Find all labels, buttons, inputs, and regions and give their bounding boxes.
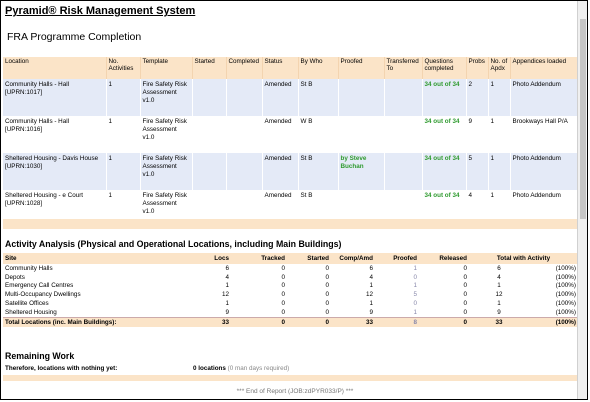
pct-cell: (100%)	[555, 308, 576, 316]
completed-cell	[226, 116, 262, 153]
site-cell: Multi-Occupancy Dwellings	[5, 291, 81, 299]
location-cell[interactable]: Sheltered Housing - e Court [UPRN:1028]	[3, 190, 106, 227]
locs-cell: 1	[225, 282, 229, 290]
total-cell: 4	[497, 273, 501, 281]
total-cell: 9	[497, 308, 501, 316]
released-cell: 0	[463, 282, 467, 290]
proofed-cell: 1	[413, 282, 417, 290]
status-cell: Amended	[262, 153, 298, 190]
status-cell: Amended	[262, 190, 298, 227]
remaining-work-value: 0 locations	[193, 365, 226, 372]
tracked-cell: 0	[281, 264, 285, 272]
by-who-cell: W B	[298, 116, 338, 153]
column-header: No. of Apdx	[488, 57, 510, 79]
template-cell: Fire Safety Risk Assessment v1.0	[140, 116, 192, 153]
proofed-cell: 0	[413, 300, 417, 308]
tracked-cell: 0	[281, 300, 285, 308]
tracked-cell: 0	[281, 273, 285, 281]
apdx-cell: 1	[488, 116, 510, 153]
page-title: FRA Programme Completion	[7, 31, 142, 43]
released-cell: 0	[463, 273, 467, 281]
probs-cell: 9	[466, 116, 488, 153]
locs-cell: 4	[225, 273, 229, 281]
template-cell: Fire Safety Risk Assessment v1.0	[140, 153, 192, 190]
total-cell: 12	[495, 291, 503, 299]
site-cell: Emergency Call Centres	[5, 282, 74, 290]
proofed-cell: by Steve Buchan	[338, 153, 384, 190]
programme-table	[3, 57, 579, 227]
proofed-cell: 1	[413, 308, 417, 316]
column-header: Proofed	[338, 57, 384, 79]
column-header: Location	[3, 57, 106, 79]
activities-cell: 1	[106, 79, 140, 116]
remaining-work-band	[3, 375, 578, 381]
appendices-cell[interactable]: Brookways Hall P/A	[510, 116, 578, 153]
column-header: Questions completed	[422, 57, 466, 79]
comp-cell: 33	[331, 317, 375, 327]
started-cell: 0	[325, 273, 329, 281]
questions-cell: 34 out of 34	[422, 190, 466, 227]
location-cell[interactable]: Community Halls - Hall [UPRN:1017]	[3, 79, 106, 116]
released-cell: 0	[419, 317, 469, 327]
probs-cell: 4	[466, 190, 488, 227]
pct-cell: (100%)	[555, 291, 576, 299]
site-cell: Satellite Offices	[5, 300, 49, 308]
started-cell	[192, 116, 226, 153]
apdx-cell: 1	[488, 190, 510, 227]
vertical-scrollbar[interactable]	[577, 1, 587, 400]
started-cell: 0	[325, 264, 329, 272]
locs-cell: 1	[225, 300, 229, 308]
report-footer: *** End of Report (JOB:zdPYR033/P) ***	[236, 388, 354, 395]
by-who-cell: St B	[298, 79, 338, 116]
site-cell: Sheltered Housing	[5, 308, 57, 316]
activity-header-row	[3, 253, 578, 264]
locs-cell: 33	[153, 317, 231, 327]
activities-cell: 1	[106, 153, 140, 190]
table-row[interactable]	[3, 116, 578, 153]
column-header: Transferred To	[384, 57, 422, 79]
column-header: Tracked	[231, 253, 287, 264]
tracked-cell: 0	[281, 308, 285, 316]
remaining-work-value-group	[193, 365, 289, 372]
column-header: No. Activities	[106, 57, 140, 79]
by-who-cell: St B	[298, 153, 338, 190]
scrollbar-thumb[interactable]	[580, 19, 586, 219]
comp-cell: 4	[369, 273, 373, 281]
app-title: Pyramid® Risk Management System	[5, 5, 196, 17]
proofed-cell	[338, 116, 384, 153]
pct-cell: (100%)	[555, 264, 576, 272]
column-header: Started	[192, 57, 226, 79]
activities-cell: 1	[106, 190, 140, 227]
column-header: Status	[262, 57, 298, 79]
remaining-work-title: Remaining Work	[5, 351, 75, 361]
released-cell: 0	[463, 300, 467, 308]
location-cell[interactable]: Community Halls - Hall [UPRN:1016]	[3, 116, 106, 153]
total-cell: 33	[469, 317, 529, 327]
proofed-cell: 8	[375, 317, 419, 327]
probs-cell: 5	[466, 153, 488, 190]
questions-cell: 34 out of 34	[422, 79, 466, 116]
tracked-cell: 0	[281, 282, 285, 290]
comp-cell: 1	[369, 300, 373, 308]
comp-cell: 9	[369, 308, 373, 316]
comp-cell: 1	[369, 282, 373, 290]
released-cell: 0	[463, 291, 467, 299]
total-cell: 1	[497, 300, 501, 308]
transferred-cell	[384, 79, 422, 116]
activities-cell: 1	[106, 116, 140, 153]
remaining-work-label: Therefore, locations with nothing yet:	[5, 365, 118, 372]
table-row[interactable]	[3, 153, 578, 190]
activity-row	[3, 290, 578, 299]
activity-row	[3, 308, 578, 317]
locs-cell: 6	[225, 264, 229, 272]
started-cell: 0	[325, 291, 329, 299]
completed-cell	[226, 153, 262, 190]
table-header-row	[3, 57, 578, 79]
appendices-cell[interactable]: Photo Addendum	[510, 79, 578, 116]
site-cell: Depots	[5, 273, 25, 281]
released-cell: 0	[463, 308, 467, 316]
transferred-cell	[384, 153, 422, 190]
column-header: Probs	[466, 57, 488, 79]
activity-row	[3, 282, 578, 291]
questions-cell: 34 out of 34	[422, 116, 466, 153]
total-label-cell: Total Locations (inc. Main Buildings):	[3, 317, 153, 327]
column-header: Template	[140, 57, 192, 79]
column-header: Total with Activity	[469, 253, 578, 264]
apdx-cell: 1	[488, 153, 510, 190]
tracked-cell: 0	[231, 317, 287, 327]
template-cell: Fire Safety Risk Assessment v1.0	[140, 190, 192, 227]
column-header: Started	[287, 253, 331, 264]
released-cell: 0	[463, 264, 467, 272]
column-header: Proofed	[375, 253, 419, 264]
activity-analysis-table	[3, 253, 578, 327]
status-cell: Amended	[262, 79, 298, 116]
started-cell: 0	[325, 308, 329, 316]
appendices-cell[interactable]: Photo Addendum	[510, 153, 578, 190]
column-header: Released	[419, 253, 469, 264]
proofed-cell: 0	[413, 273, 417, 281]
location-cell[interactable]: Sheltered Housing - Davis House [UPRN:1030]	[3, 153, 106, 190]
proofed-cell: 5	[413, 291, 417, 299]
pct-cell: (100%)	[555, 273, 576, 281]
pct-cell: (100%)	[529, 317, 578, 327]
started-cell	[192, 153, 226, 190]
activity-row	[3, 264, 578, 273]
remaining-work-sub: (0 man days required)	[227, 365, 290, 372]
column-header: Locs	[153, 253, 231, 264]
activity-total-row	[3, 317, 578, 327]
total-cell: 1	[497, 282, 501, 290]
comp-cell: 12	[365, 291, 373, 299]
pct-cell: (100%)	[555, 300, 576, 308]
started-cell: 0	[325, 282, 329, 290]
table-row[interactable]	[3, 79, 578, 116]
proofed-cell: 1	[413, 264, 417, 272]
pct-cell: (100%)	[555, 282, 576, 290]
appendices-cell[interactable]: Photo Addendum	[510, 190, 578, 227]
transferred-cell	[384, 116, 422, 153]
started-cell: 0	[325, 300, 329, 308]
by-who-cell: St B	[298, 190, 338, 227]
apdx-cell: 1	[488, 79, 510, 116]
activity-row	[3, 273, 578, 282]
activity-analysis-title: Activity Analysis (Physical and Operational Locations, including Main Buildings)	[5, 239, 342, 249]
column-header: By Who	[298, 57, 338, 79]
locs-cell: 12	[221, 291, 229, 299]
column-header: Completed	[226, 57, 262, 79]
site-cell: Community Halls	[5, 264, 53, 272]
activity-row	[3, 299, 578, 308]
tracked-cell: 0	[281, 291, 285, 299]
status-cell: Amended	[262, 116, 298, 153]
questions-cell: 34 out of 34	[422, 153, 466, 190]
total-cell: 6	[497, 264, 501, 272]
column-header: Site	[3, 253, 153, 264]
started-cell: 0	[287, 317, 331, 327]
locs-cell: 9	[225, 308, 229, 316]
template-cell: Fire Safety Risk Assessment v1.0	[140, 79, 192, 116]
column-header: Comp/Amd	[331, 253, 375, 264]
comp-cell: 6	[369, 264, 373, 272]
column-header: Appendices loaded	[510, 57, 578, 79]
proofed-cell	[338, 79, 384, 116]
probs-cell: 2	[466, 79, 488, 116]
started-cell	[192, 79, 226, 116]
table-footer-band	[3, 219, 578, 229]
completed-cell	[226, 79, 262, 116]
